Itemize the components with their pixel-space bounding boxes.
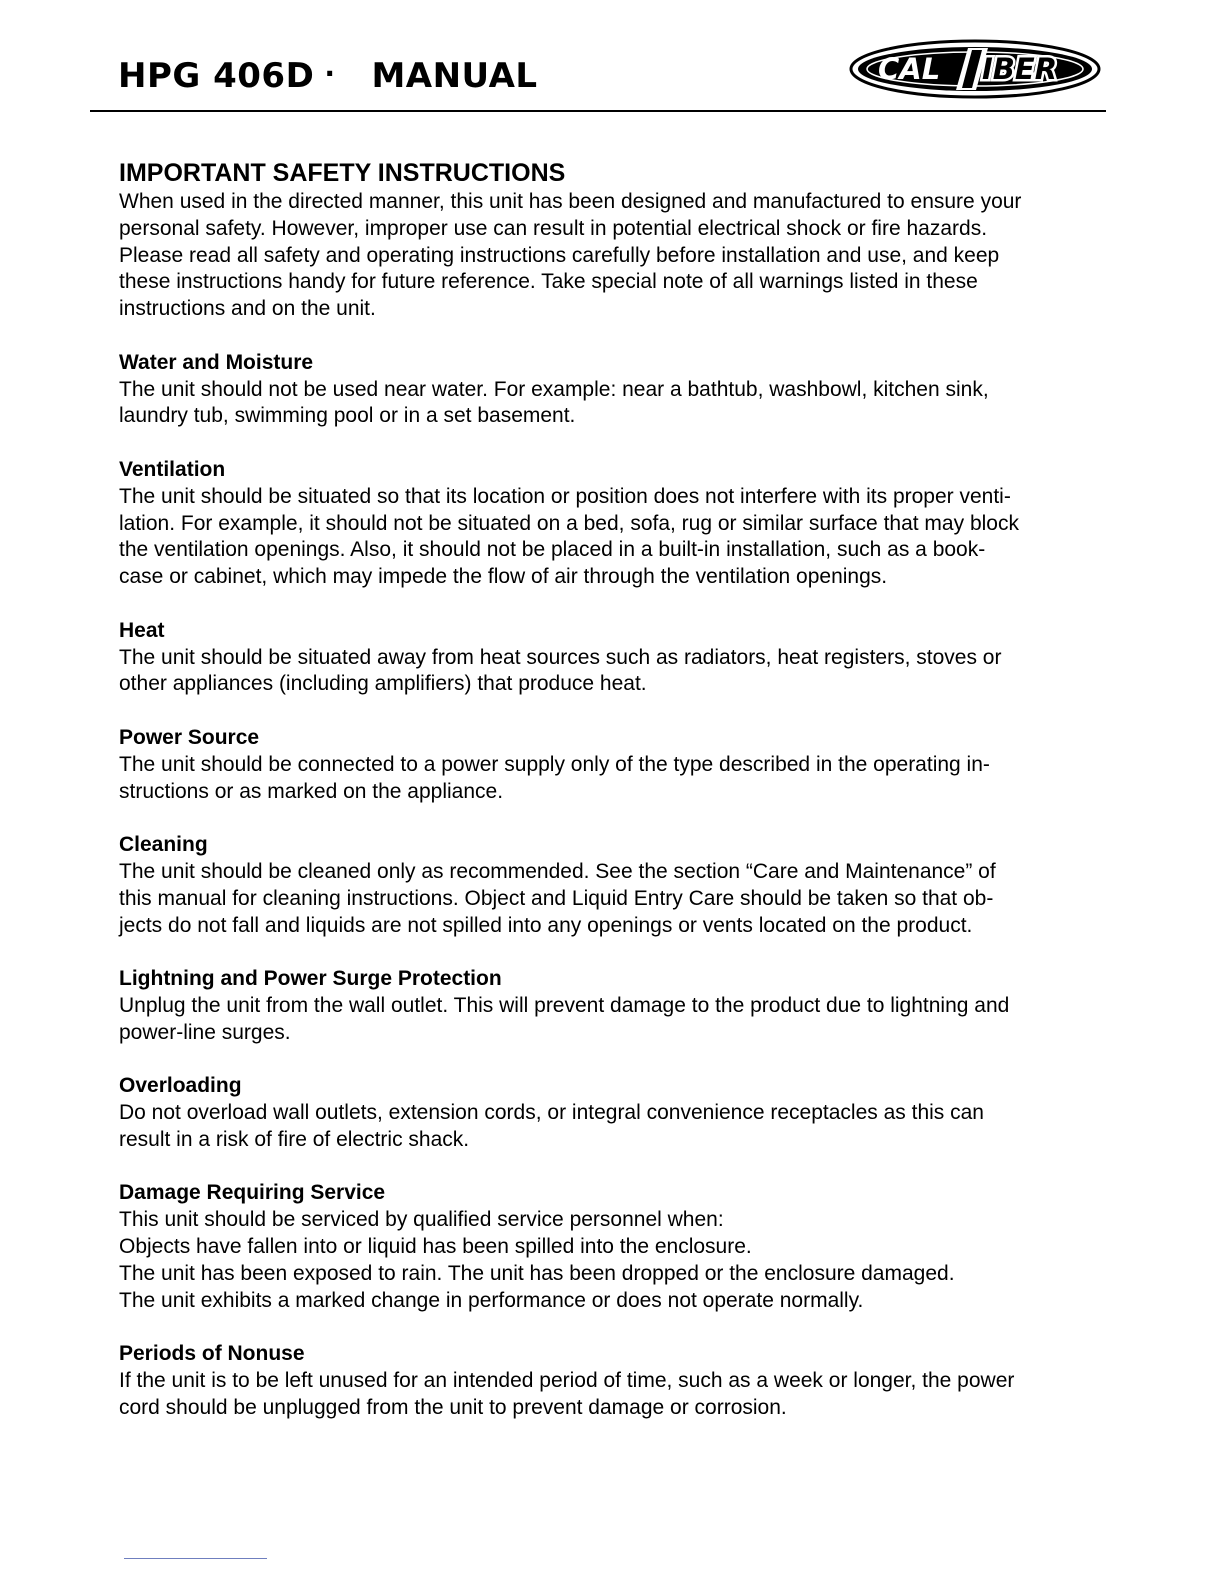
section-line: power-line surges. bbox=[119, 1020, 291, 1044]
section-heading: Overloading bbox=[119, 1074, 242, 1098]
section-line: The unit should not be used near water. For example: near a bathtub, washbowl, kitchen sink, bbox=[119, 377, 989, 401]
page-title: IMPORTANT SAFETY INSTRUCTIONS bbox=[119, 159, 566, 187]
page-header bbox=[90, 38, 1106, 112]
section-line: the ventilation openings. Also, it should not be placed in a built-in installation, such as a book- bbox=[119, 538, 986, 562]
section-heading: Heat bbox=[119, 618, 165, 642]
intro-line: these instructions handy for future reference. Take special note of all warnings listed in these bbox=[119, 270, 978, 294]
section-ventilation bbox=[119, 457, 1089, 591]
section-damage-requiring-service bbox=[119, 1180, 1089, 1314]
section-line: The unit should be cleaned only as recommended. See the section “Care and Maintenance” of bbox=[119, 859, 996, 883]
section-line: If the unit is to be left unused for an intended period of time, such as a week or longer, the power bbox=[119, 1369, 1015, 1393]
intro-line: instructions and on the unit. bbox=[119, 297, 376, 321]
intro-line: Please read all safety and operating instructions carefully before installation and use, and keep bbox=[119, 243, 1000, 267]
section-line: Do not overload wall outlets, extension cords, or integral convenience receptacles as this can bbox=[119, 1101, 984, 1125]
section-line: This unit should be serviced by qualified service personnel when: bbox=[119, 1208, 724, 1232]
logo-text-left: CAL bbox=[878, 52, 941, 86]
section-line: The unit should be connected to a power supply only of the type described in the operating in- bbox=[119, 752, 990, 776]
section-heading: Ventilation bbox=[119, 457, 226, 481]
section-heading: Cleaning bbox=[119, 833, 208, 857]
section-lightning-protection bbox=[119, 966, 1089, 1046]
header-separator: · bbox=[324, 57, 336, 90]
model-name: HPG 406D bbox=[118, 56, 315, 96]
section-line: laundry tub, swimming pool or in a set basement. bbox=[119, 404, 576, 428]
section-line: this manual for cleaning instructions. Object and Liquid Entry Care should be taken so that ob- bbox=[119, 886, 994, 910]
section-line: result in a risk of fire of electric shack. bbox=[119, 1127, 470, 1151]
section-line: structions or as marked on the appliance. bbox=[119, 779, 504, 803]
intro-paragraph bbox=[119, 189, 1089, 323]
section-line: lation. For example, it should not be situated on a bed, sofa, rug or similar surface that may block bbox=[119, 511, 1019, 535]
section-line: The unit has been exposed to rain. The unit has been dropped or the enclosure damaged. bbox=[119, 1261, 955, 1285]
section-heading: Periods of Nonuse bbox=[119, 1342, 305, 1366]
section-line: The unit should be situated away from heat sources such as radiators, heat registers, stoves or bbox=[119, 645, 1002, 669]
section-line: case or cabinet, which may impede the flow of air through the ventilation openings. bbox=[119, 565, 888, 589]
section-line: The unit should be situated so that its location or position does not interfere with its proper venti- bbox=[119, 484, 1011, 508]
document-type: MANUAL bbox=[371, 56, 538, 96]
section-line: jects do not fall and liquids are not spilled into any openings or vents located on the product. bbox=[119, 913, 973, 937]
section-line: other appliances (including amplifiers) that produce heat. bbox=[119, 672, 647, 696]
section-line: Objects have fallen into or liquid has been spilled into the enclosure. bbox=[119, 1235, 752, 1259]
caliber-logo bbox=[848, 38, 1102, 100]
section-line: Unplug the unit from the wall outlet. This will prevent damage to the product due to lightning and bbox=[119, 993, 1010, 1017]
section-line: cord should be unplugged from the unit to prevent damage or corrosion. bbox=[119, 1395, 787, 1419]
footer-rule bbox=[124, 1558, 267, 1559]
section-heading: Lightning and Power Surge Protection bbox=[119, 967, 502, 991]
section-overloading bbox=[119, 1073, 1089, 1153]
intro-line: When used in the directed manner, this unit has been designed and manufactured to ensure your bbox=[119, 190, 1022, 213]
logo-text-right: IBER bbox=[982, 52, 1058, 86]
section-heading: Water and Moisture bbox=[119, 350, 314, 374]
section-heat bbox=[119, 618, 1089, 698]
document-body bbox=[119, 158, 1089, 1422]
section-periods-of-nonuse bbox=[119, 1341, 1089, 1421]
section-line: The unit exhibits a marked change in performance or does not operate normally. bbox=[119, 1288, 864, 1312]
section-cleaning bbox=[119, 832, 1089, 939]
section-heading: Power Source bbox=[119, 725, 260, 749]
section-water-and-moisture bbox=[119, 350, 1089, 430]
section-heading: Damage Requiring Service bbox=[119, 1181, 386, 1205]
section-power-source bbox=[119, 725, 1089, 805]
intro-line: personal safety. However, improper use can result in potential electrical shock or fire hazards. bbox=[119, 216, 988, 240]
header-title bbox=[118, 56, 538, 96]
